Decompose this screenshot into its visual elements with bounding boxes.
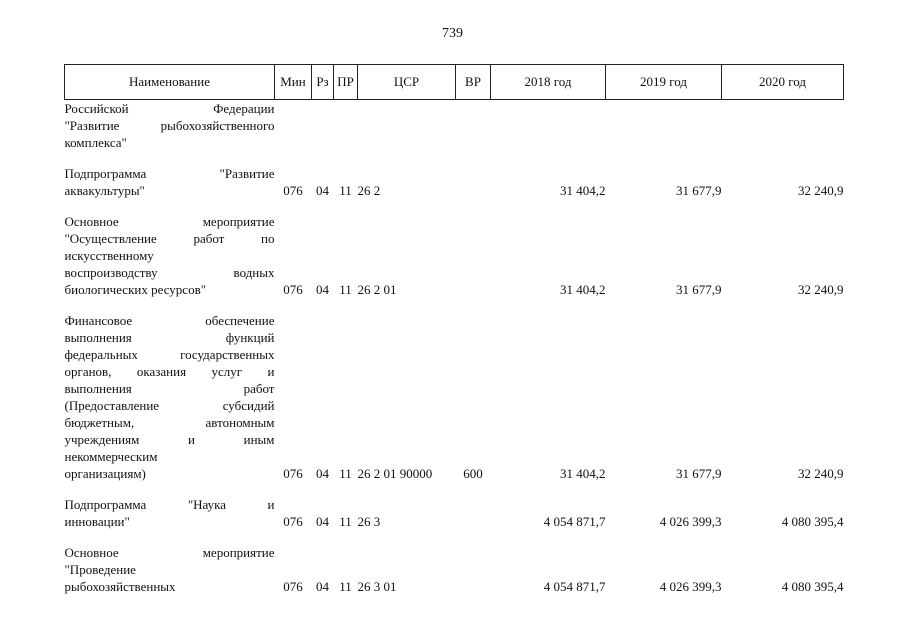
row-name: [65, 312, 275, 482]
row-2018-amount: 4 054 871,7: [543, 579, 606, 594]
table-row: [65, 544, 844, 595]
header-2019: 2019 год: [606, 65, 722, 100]
row-name: [65, 496, 275, 530]
header-2020: 2020 год: [722, 65, 844, 100]
row-csr: 26 3: [357, 514, 381, 529]
row-csr: 26 2: [357, 183, 381, 198]
row-2018-amount: 31 404,2: [560, 282, 606, 297]
row-min: 076: [283, 579, 303, 594]
table-row: [65, 165, 844, 199]
row-2019-amount: [606, 100, 722, 152]
row-spacer: [65, 482, 844, 496]
row-min: 076: [283, 466, 303, 481]
row-2018-amount: 31 404,2: [560, 466, 606, 481]
row-vr: [456, 165, 491, 199]
row-name-line: (Предоставление субсидий: [64, 398, 275, 413]
row-rz: 04: [316, 466, 329, 481]
row-csr: 26 2 01 90000: [357, 466, 433, 481]
row-2019-amount: 4 026 399,3: [659, 514, 722, 529]
row-name-line: федеральных государственных: [64, 347, 275, 362]
row-2020-amount: 4 080 395,4: [781, 514, 844, 529]
row-spacer: [65, 530, 844, 544]
page-number: 739: [442, 26, 463, 41]
row-name-line: Подпрограмма "Наука и: [64, 497, 275, 512]
row-2018-amount: [491, 100, 606, 152]
row-name-line: комплекса": [64, 135, 127, 150]
table-row: [65, 100, 844, 152]
row-vr: [456, 213, 491, 298]
row-2020-amount: [722, 100, 844, 152]
row-min: 076: [283, 183, 303, 198]
row-name-line: выполнения работ: [64, 381, 275, 396]
row-rz: 04: [316, 579, 329, 594]
table-header: [65, 65, 844, 100]
row-spacer: [65, 298, 844, 312]
row-name-line: некоммерческим: [64, 449, 158, 464]
row-2018-amount: 4 054 871,7: [543, 514, 606, 529]
row-2019-amount: 31 677,9: [676, 466, 722, 481]
row-name-line: искусственному: [64, 248, 154, 263]
row-vr: 600: [463, 466, 483, 481]
row-pr: 11: [339, 282, 352, 297]
row-pr: 11: [339, 579, 352, 594]
row-name: [65, 544, 275, 595]
row-csr: [358, 100, 456, 152]
row-name-line: Российской Федерации: [64, 101, 275, 116]
row-name-line: учреждениям и иным: [64, 432, 275, 447]
row-name-line: биологических ресурсов": [64, 282, 207, 297]
row-csr: 26 2 01: [357, 282, 397, 297]
row-name-line: "Осуществление работ по: [64, 231, 275, 246]
row-name-line: Основное мероприятие: [64, 545, 275, 560]
row-spacer: [65, 151, 844, 165]
header-rz: Рз: [312, 65, 334, 100]
header-name: Наименование: [65, 65, 275, 100]
row-pr: [334, 100, 358, 152]
header-min: Мин: [275, 65, 312, 100]
row-name-line: органов, оказания услуг и: [64, 364, 275, 379]
row-pr: 11: [339, 514, 352, 529]
row-2018-amount: 31 404,2: [560, 183, 606, 198]
row-name-line: инновации": [64, 514, 130, 529]
row-pr: 11: [339, 466, 352, 481]
row-pr: 11: [339, 183, 352, 198]
row-name-line: Подпрограмма "Развитие: [64, 166, 275, 181]
row-2019-amount: 4 026 399,3: [659, 579, 722, 594]
row-rz: 04: [316, 282, 329, 297]
table-row: [65, 496, 844, 530]
row-rz: 04: [316, 514, 329, 529]
row-2020-amount: 32 240,9: [798, 282, 844, 297]
row-2020-amount: 32 240,9: [798, 466, 844, 481]
header-pr: ПР: [334, 65, 358, 100]
row-name: [65, 100, 275, 152]
row-csr: 26 3 01: [357, 579, 397, 594]
row-name-line: Финансовое обеспечение: [64, 313, 275, 328]
row-name: [65, 213, 275, 298]
row-name-line: "Проведение: [64, 562, 136, 577]
row-name-line: Основное мероприятие: [64, 214, 275, 229]
row-name-line: "Развитие рыбохозяйственного: [64, 118, 275, 133]
table-row: [65, 312, 844, 482]
row-min: [275, 100, 312, 152]
table-row: [65, 213, 844, 298]
header-vr: ВР: [456, 65, 491, 100]
row-name-line: бюджетным, автономным: [64, 415, 275, 430]
row-name-line: аквакультуры": [64, 183, 145, 198]
row-name-line: воспроизводству водных: [64, 265, 275, 280]
header-csr: ЦСР: [358, 65, 456, 100]
row-vr: [456, 544, 491, 595]
row-name-line: организациям): [64, 466, 146, 481]
row-rz: 04: [316, 183, 329, 198]
row-2019-amount: 31 677,9: [676, 282, 722, 297]
row-rz: [312, 100, 334, 152]
row-min: 076: [283, 282, 303, 297]
header-2018: 2018 год: [491, 65, 606, 100]
row-min: 076: [283, 514, 303, 529]
row-spacer: [65, 199, 844, 213]
row-2020-amount: 4 080 395,4: [781, 579, 844, 594]
row-vr: [456, 100, 491, 152]
budget-table: [64, 64, 844, 595]
table-body: [65, 100, 844, 596]
row-name-line: рыбохозяйственных: [64, 579, 176, 594]
row-vr: [456, 496, 491, 530]
row-name-line: выполнения функций: [64, 330, 275, 345]
row-name: [65, 165, 275, 199]
row-2020-amount: 32 240,9: [798, 183, 844, 198]
row-2019-amount: 31 677,9: [676, 183, 722, 198]
